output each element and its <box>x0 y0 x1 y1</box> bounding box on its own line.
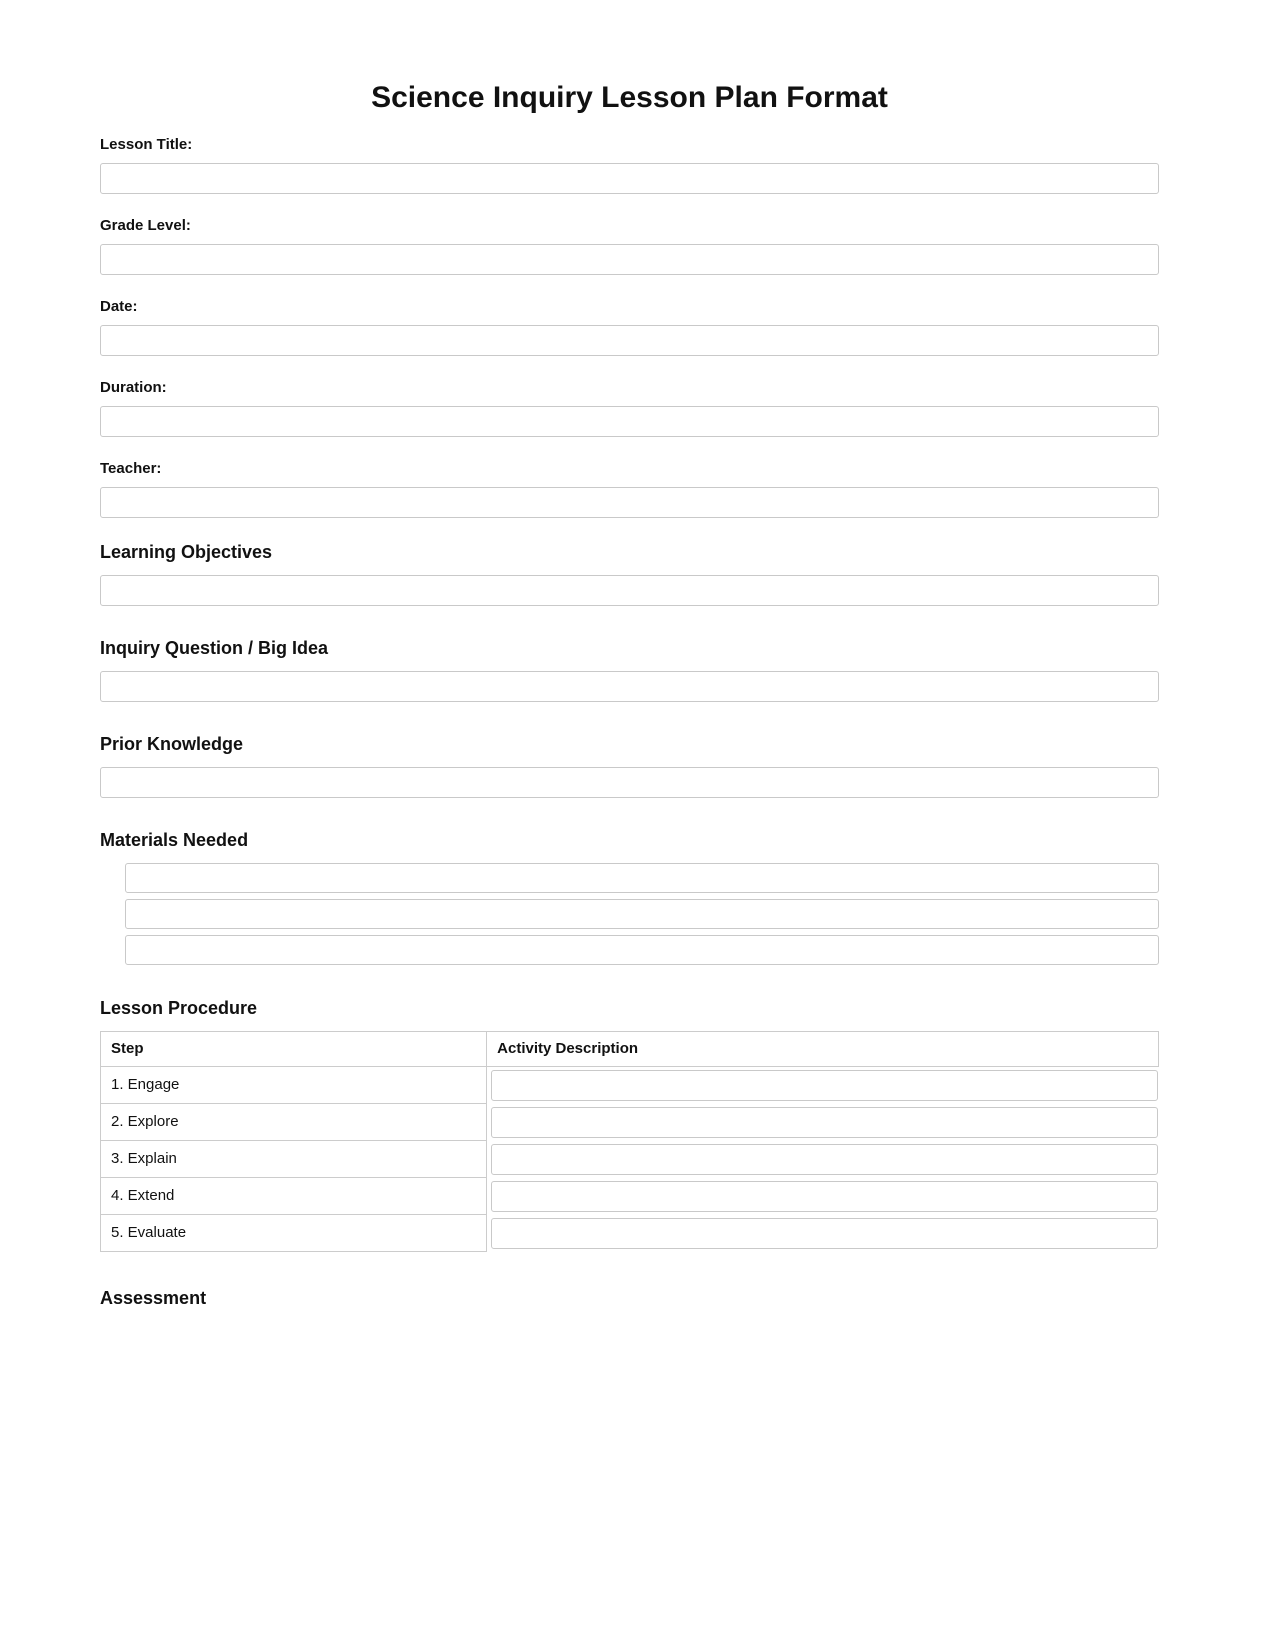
section-prior-knowledge <box>100 733 1159 798</box>
materials-needed-heading: Materials Needed <box>100 830 249 850</box>
materials-input-2[interactable] <box>125 899 1159 929</box>
section-lesson-procedure <box>100 997 1159 1252</box>
lesson-procedure-table <box>100 1031 1159 1252</box>
teacher-input[interactable] <box>100 487 1159 518</box>
section-inquiry-question <box>100 637 1159 702</box>
field-group-lesson-title <box>100 136 1159 194</box>
lesson-title-label: Lesson Title: <box>100 136 193 153</box>
activity-cell-evaluate <box>487 1215 1159 1252</box>
field-group-duration <box>100 379 1159 437</box>
procedure-row-explain <box>101 1141 1159 1178</box>
activity-cell-explain <box>487 1141 1159 1178</box>
step-label-extend: 4. Extend <box>101 1178 487 1215</box>
page-title: Science Inquiry Lesson Plan Format <box>371 81 888 114</box>
grade-level-input[interactable] <box>100 244 1159 275</box>
inquiry-question-input[interactable] <box>100 671 1159 702</box>
explain-activity-input[interactable] <box>491 1144 1157 1175</box>
lesson-plan-form <box>100 0 1159 1309</box>
procedure-row-extend <box>101 1178 1159 1215</box>
step-label-explain: 3. Explain <box>101 1141 487 1178</box>
step-column-header: Step <box>101 1032 487 1067</box>
teacher-label: Teacher: <box>100 460 162 477</box>
lesson-title-input[interactable] <box>100 163 1159 194</box>
prior-knowledge-input[interactable] <box>100 767 1159 798</box>
lesson-procedure-heading: Lesson Procedure <box>100 998 258 1018</box>
grade-level-label: Grade Level: <box>100 217 191 234</box>
date-label: Date: <box>100 298 138 315</box>
date-input[interactable] <box>100 325 1159 356</box>
field-group-teacher <box>100 460 1159 518</box>
procedure-header-row <box>101 1032 1159 1067</box>
learning-objectives-heading: Learning Objectives <box>100 542 273 562</box>
learning-objectives-input[interactable] <box>100 575 1159 606</box>
materials-input-3[interactable] <box>125 935 1159 965</box>
duration-label: Duration: <box>100 379 167 396</box>
explore-activity-input[interactable] <box>491 1107 1157 1138</box>
duration-input[interactable] <box>100 406 1159 437</box>
step-label-explore: 2. Explore <box>101 1104 487 1141</box>
field-group-grade-level <box>100 217 1159 275</box>
activity-cell-explore <box>487 1104 1159 1141</box>
prior-knowledge-heading: Prior Knowledge <box>100 734 244 754</box>
procedure-row-explore <box>101 1104 1159 1141</box>
inquiry-question-heading: Inquiry Question / Big Idea <box>100 638 329 658</box>
step-label-engage: 1. Engage <box>101 1067 487 1104</box>
field-group-date <box>100 298 1159 356</box>
evaluate-activity-input[interactable] <box>491 1218 1157 1249</box>
section-materials-needed <box>100 829 1159 965</box>
procedure-row-evaluate <box>101 1215 1159 1252</box>
extend-activity-input[interactable] <box>491 1181 1157 1212</box>
engage-activity-input[interactable] <box>491 1070 1157 1101</box>
materials-input-1[interactable] <box>125 863 1159 893</box>
procedure-row-engage <box>101 1067 1159 1104</box>
activity-cell-engage <box>487 1067 1159 1104</box>
assessment-heading: Assessment <box>100 1288 207 1308</box>
activity-description-column-header: Activity Description <box>487 1032 1159 1067</box>
step-label-evaluate: 5. Evaluate <box>101 1215 487 1252</box>
activity-cell-extend <box>487 1178 1159 1215</box>
materials-list <box>100 863 1159 965</box>
section-learning-objectives <box>100 541 1159 606</box>
